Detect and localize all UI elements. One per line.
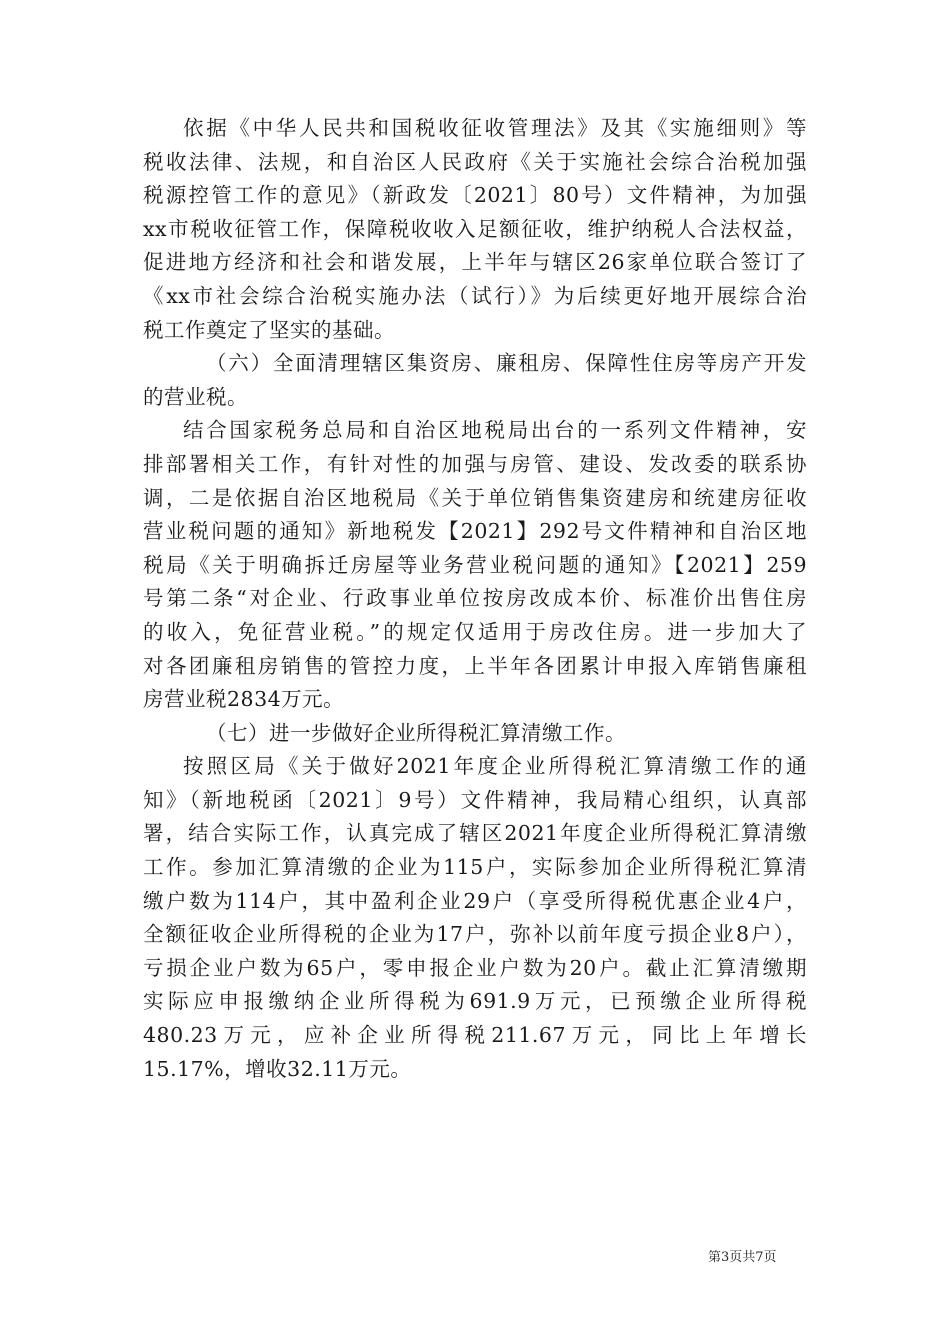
text-line: 的收入，免征营业税。”的规定仅适用于房改住房。进一步加大了 [143,619,807,644]
text-line: 营业税问题的通知》新地税发【2021】292号文件精神和自治区地 [143,519,807,544]
page-number: 第3页共7页 [708,1250,777,1265]
text-line: 知》（新地税函〔2021〕9号）文件精神，我局精心组织，认真部 [143,787,807,812]
text-line: 实际应申报缴纳企业所得税为691.9万元，已预缴企业所得税 [143,989,807,1014]
text-line: 亏损企业户数为65户，零申报企业户数为20户。截止汇算清缴期 [143,955,807,980]
text-line: 促进地方经济和社会和谐发展，上半年与辖区26家单位联合签订了 [143,250,807,275]
text-line: xx市税收征管工作，保障税收收入足额征收，维护纳税人合法权益， [143,216,807,241]
text-line: 号第二条“对企业、行政事业单位按房改成本价、标准价出售住房 [143,586,807,611]
text-line: 结合国家税务总局和自治区地税局出台的一系列文件精神，安 [183,418,807,443]
text-line: 税收法律、法规，和自治区人民政府《关于实施社会综合治税加强 [143,149,807,174]
text-line: 税局《关于明确拆迁房屋等业务营业税问题的通知》【2021】259 [143,552,807,577]
text-line: 依据《中华人民共和国税收征收管理法》及其《实施细则》等 [183,116,807,140]
text-line: 对各团廉租房销售的管控力度，上半年各团累计申报入库销售廉租 [143,653,807,678]
text-line: 缴户数为114户，其中盈利企业29户（享受所得税优惠企业4户， [143,888,807,913]
text-line: 《xx市社会综合治税实施办法（试行）》为后续更好地开展综合治 [143,283,807,308]
text-line: 税源控管工作的意见》（新政发〔2021〕80号）文件精神，为加强 [143,183,807,208]
text-line: （七）进一步做好企业所得税汇算清缴工作。 [206,720,626,745]
text-line: 署，结合实际工作，认真完成了辖区2021年度企业所得税汇算清缴 [143,821,807,846]
text-line: 房营业税2834万元。 [143,687,345,712]
text-line: 的营业税。 [143,384,248,409]
text-line: 调，二是依据自治区地税局《关于单位销售集资建房和统建房征收 [143,485,807,510]
document-body [143,112,807,1086]
text-line: 15.17%，增收32.11万元。 [143,1056,412,1081]
text-line: 工作。参加汇算清缴的企业为115户，实际参加企业所得税汇算清 [143,855,807,880]
text-line: 480.23万元，应补企业所得税211.67万元，同比上年增长 [143,1023,807,1048]
text-line: 全额征收企业所得税的企业为17户，弥补以前年度亏损企业8户）， [143,922,807,947]
text-line: （六）全面清理辖区集资房、廉租房、保障性住房等房产开发 [206,351,807,376]
text-line: 税工作奠定了坚实的基础。 [143,317,395,342]
text-line: 排部署相关工作，有针对性的加强与房管、建设、发改委的联系协 [143,451,807,476]
text-line: 按照区局《关于做好2021年度企业所得税汇算清缴工作的通 [183,754,807,779]
